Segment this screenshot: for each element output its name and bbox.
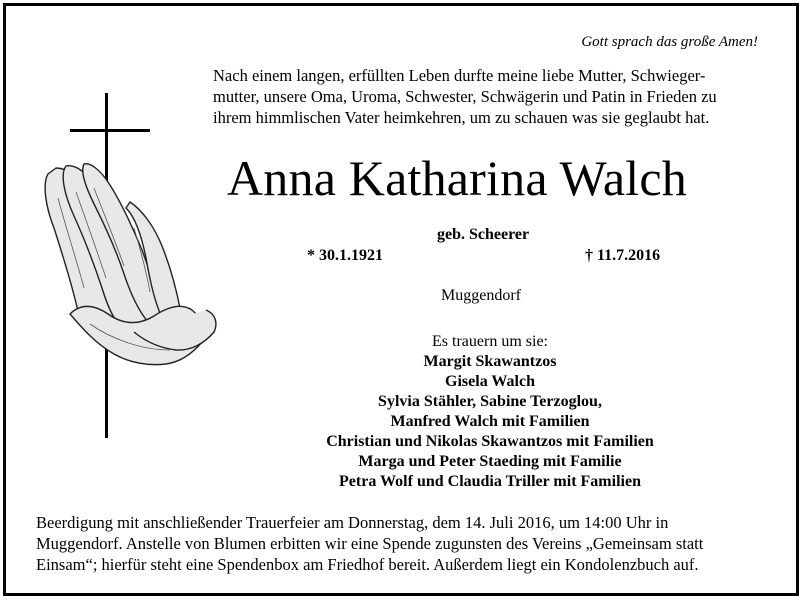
praying-hands-icon bbox=[45, 164, 216, 365]
closing-line: Muggendorf. Anstelle von Blumen erbitten wir eine Spende zugunsten des Vereins „Gemeinsam statt bbox=[36, 534, 704, 553]
mourner: Sylvia Stähler, Sabine Terzoglou, bbox=[378, 393, 602, 410]
mourners-heading: Es trauern um sie: bbox=[432, 333, 548, 350]
intro-line: Nach einem langen, erfüllten Leben durfte meine liebe Mutter, Schwieger- bbox=[213, 66, 706, 85]
maiden-name: geb. Scheerer bbox=[437, 226, 530, 243]
deceased-name: Anna Katharina Walch bbox=[227, 150, 687, 206]
death-date: † 11.7.2016 bbox=[585, 247, 661, 264]
mourner: Manfred Walch mit Familien bbox=[390, 413, 590, 430]
place: Muggendorf bbox=[441, 287, 521, 304]
birth-date: * 30.1.1921 bbox=[307, 247, 383, 264]
mourner: Christian und Nikolas Skawantzos mit Familien bbox=[326, 433, 654, 450]
closing-line: Beerdigung mit anschließender Trauerfeier am Donnerstag, dem 14. Juli 2016, um 14:00 Uhr in bbox=[36, 513, 669, 532]
closing-line: Einsam“; hierfür steht eine Spendenbox am Friedhof bereit. Außerdem liegt ein Kondolenzbuch auf. bbox=[36, 555, 699, 574]
intro-text bbox=[213, 65, 773, 128]
mourner: Petra Wolf und Claudia Triller mit Familien bbox=[339, 473, 641, 490]
intro-line: ihrem himmlischen Vater heimkehren, um zu schauen was sie geglaubt hat. bbox=[213, 108, 710, 127]
motto: Gott sprach das große Amen! bbox=[581, 34, 758, 50]
mourner: Margit Skawantzos bbox=[423, 353, 557, 370]
mourner: Marga und Peter Staeding mit Familie bbox=[358, 453, 622, 470]
funeral-notice bbox=[36, 512, 776, 575]
mourner: Gisela Walch bbox=[445, 373, 535, 390]
mourners-list bbox=[280, 332, 700, 492]
intro-line: mutter, unsere Oma, Uroma, Schwester, Schwägerin und Patin in Frieden zu bbox=[213, 87, 717, 106]
cross-and-hands-illustration bbox=[30, 88, 220, 443]
